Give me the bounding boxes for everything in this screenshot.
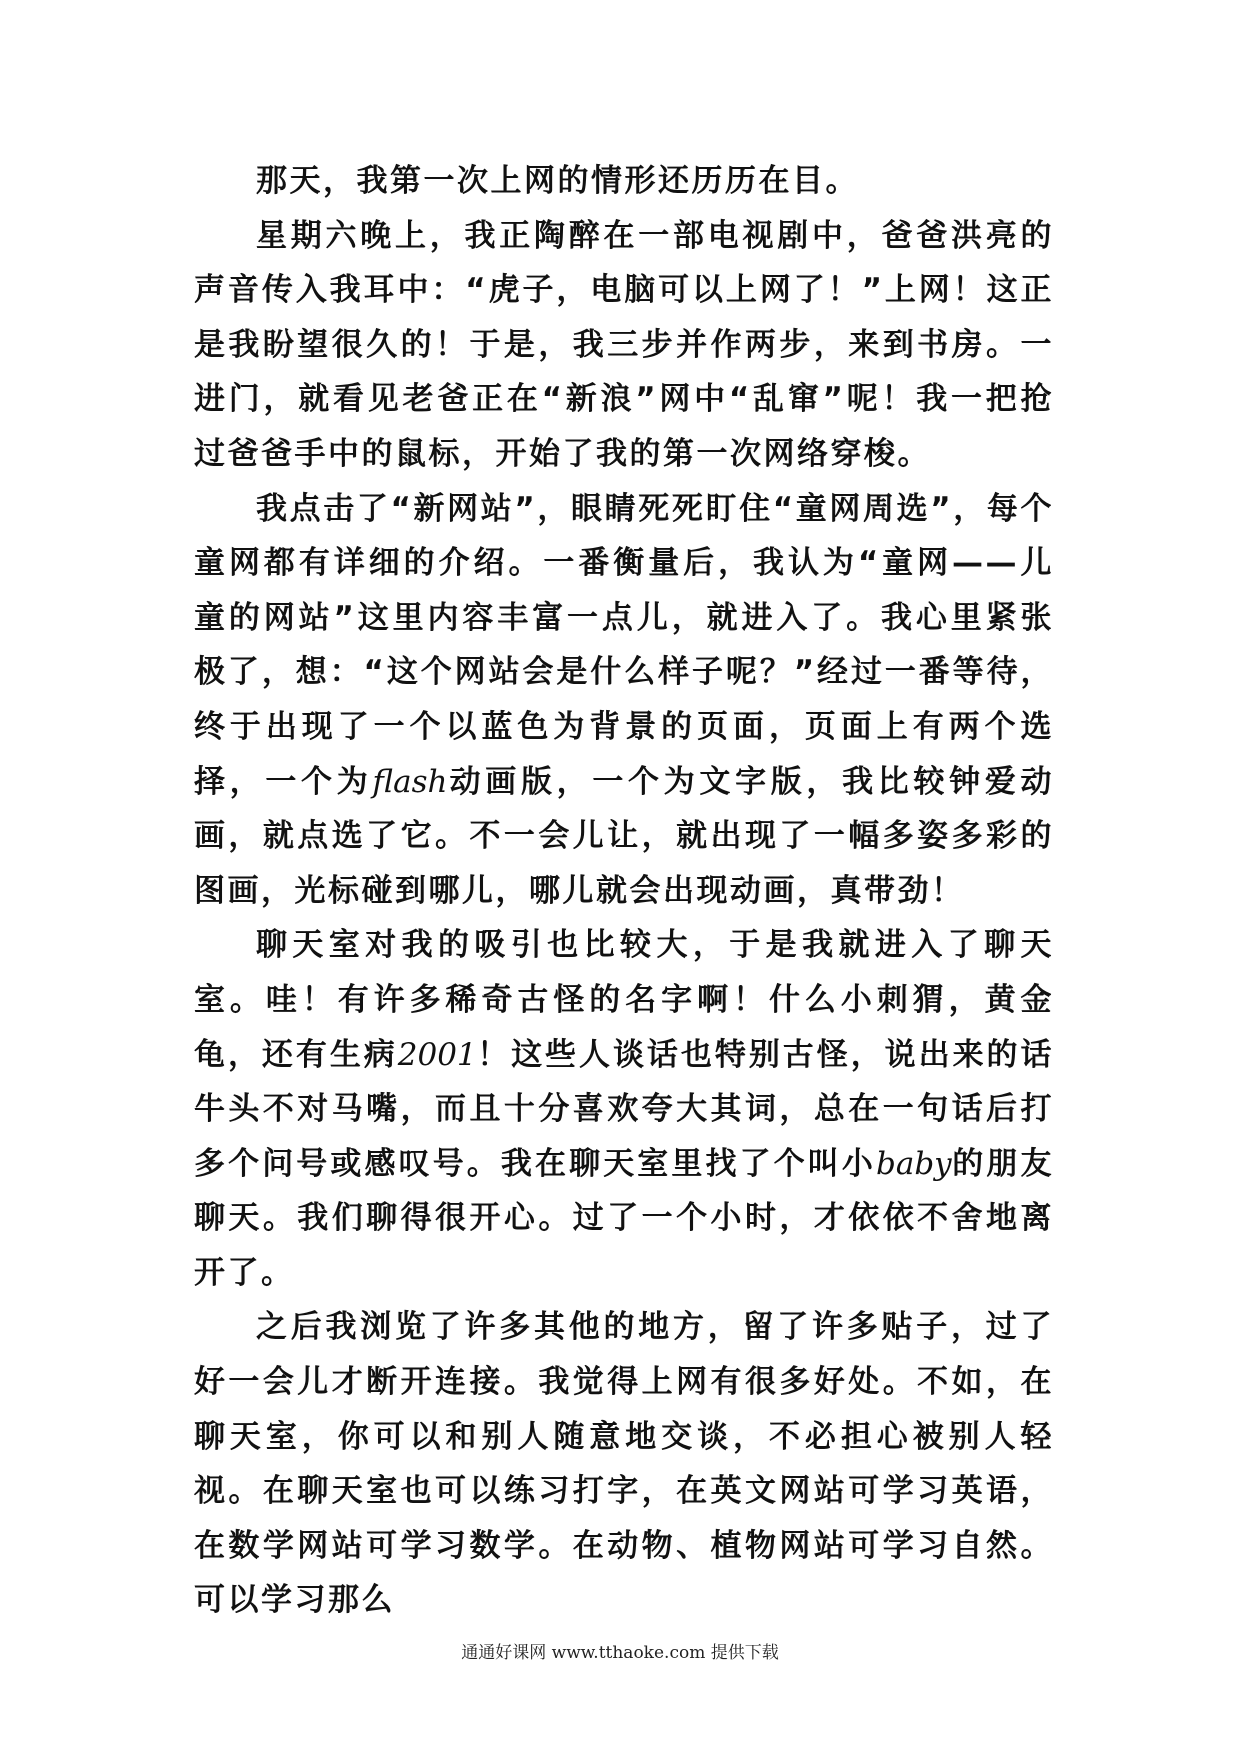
page-footer: 通通好课网 www.tthaoke.com 提供下载 [461,1643,779,1663]
paragraph-2: 星期六晚上，我正陶醉在一部电视剧中，爸爸洪亮的声音传入我耳中：“虎子，电脑可以上网了！”上网！这正是我盼望很久的！于是，我三步并作两步，来到书房。一进门，就看见老爸正在“新浪”网中“乱窜”呢！我一把抢过爸爸手中的鼠标，开始了我的第一次网络穿梭。 [194,217,1054,472]
paragraph-3: 我点击了“新网站”，眼睛死死盯住“童网周选”，每个童网都有详细的介绍。一番衡量后，我认为“童网——儿童的网站”这里内容丰富一点儿，就进入了。我心里紧张极了，想：“这个网站会是什么样子呢？”经过一番等待，终于出现了一个以蓝色为背景的页面，页面上有两个选择，一个为flash动画版，一个为文字版，我比较钟爱动画，就点选了它。不一会儿让，就出现了一幅多姿多彩的图画，光标碰到哪儿，哪儿就会出现动画，真带劲！ [194,490,1055,909]
paragraph-5: 之后我浏览了许多其他的地方，留了许多贴子，过了好一会儿才断开连接。我觉得上网有很多好处。不如，在聊天室，你可以和别人随意地交谈，不必担心被别人轻视。在聊天室也可以练习打字，在英文网站可学习英语，在数学网站可学习数学。在动物、植物网站可学习自然。可以学习那么 [194,1309,1054,1619]
paragraph-4: 聊天室对我的吸引也比较大，于是我就进入了聊天室。哇！有许多稀奇古怪的名字啊！什么小刺猬，黄金龟，还有生病2001！这些人谈话也特别古怪，说出来的话牛头不对马嘴，而且十分喜欢夸大其词，总在一句话后打多个问号或感叹号。我在聊天室里找了个叫小baby的朋友聊天。我们聊得很开心。过了一个小时，才依依不舍地离开了。 [194,927,1055,1291]
paragraph-1: 那天，我第一次上网的情形还历历在目。 [256,163,859,199]
essay-body [194,154,1054,1628]
